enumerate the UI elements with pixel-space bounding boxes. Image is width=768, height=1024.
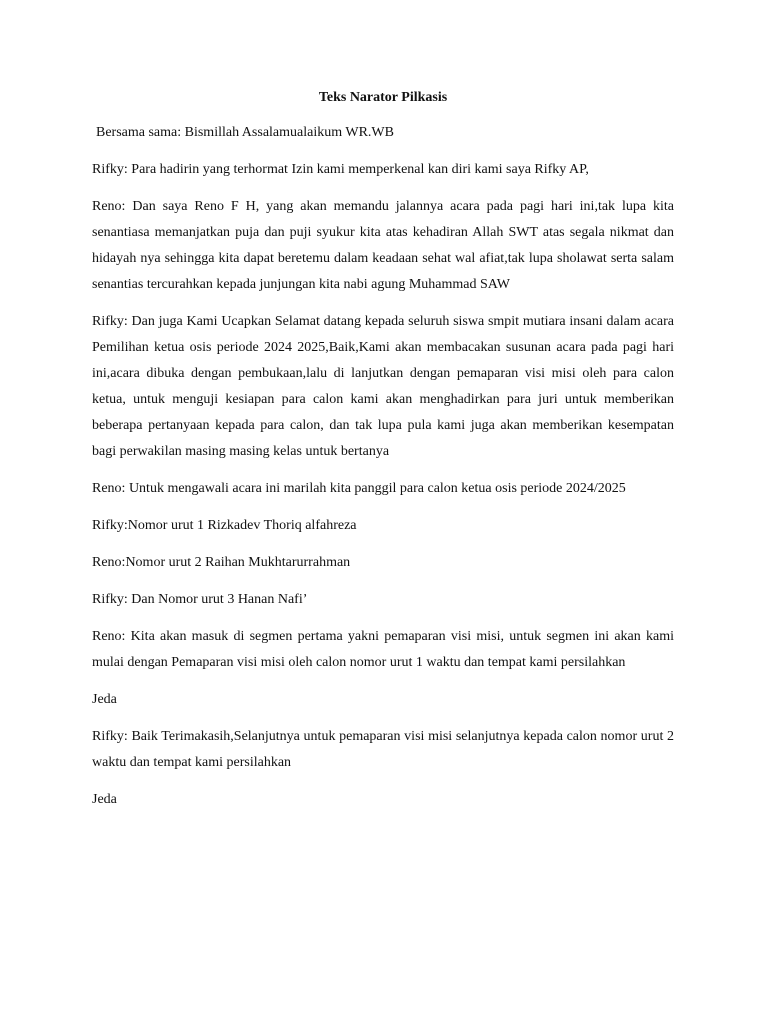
paragraph-rifky-intro: Rifky: Para hadirin yang terhormat Izin kami memperkenal kan diri kami saya Rifky AP, — [92, 162, 589, 177]
paragraph-reno-segment: Reno: Kita akan masuk di segmen pertama yakni pemaparan visi misi, untuk segmen ini akan kami mulai dengan Pemaparan visi misi oleh calon nomor urut 1 waktu dan tempat kami persilahkan — [92, 629, 674, 670]
paragraph-pause-2: Jeda — [92, 792, 117, 807]
document-title: Teks Narator Pilkasis — [318, 90, 448, 105]
paragraph-rifky-welcome: Rifky: Dan juga Kami Ucapkan Selamat datang kepada seluruh siswa smpit mutiara insani dalam acara Pemilihan ketua osis periode 2024 2025,Baik,Kami akan membacakan susunan acara pada pagi hari ini,acara dibuka dengan pembukaan,lalu di lanjutkan dengan pemaparan visi misi oleh para calon ketua, untuk menguji kesiapan para calon kami akan menghadirkan para juri untuk memberikan beberapa pertanyaan kepada para calon, dan tak lupa pula kami juga akan memberikan kesempatan bagi perwakilan masing masing kelas untuk bertanya — [92, 314, 674, 459]
paragraph-candidate-3: Rifky: Dan Nomor urut 3 Hanan Nafi’ — [92, 592, 308, 607]
paragraph-pause-1: Jeda — [92, 692, 117, 707]
document-page — [92, 86, 674, 824]
paragraph-rifky-next: Rifky: Baik Terimakasih,Selanjutnya untuk pemaparan visi misi selanjutnya kepada calon nomor urut 2 waktu dan tempat kami persilahkan — [92, 729, 674, 770]
paragraph-candidate-2: Reno:Nomor urut 2 Raihan Mukhtarurrahman — [92, 555, 351, 570]
paragraph-reno-intro: Reno: Dan saya Reno F H, yang akan memandu jalannya acara pada pagi hari ini,tak lupa kita senantiasa memanjatkan puja dan puji syukur kita atas kehadiran Allah SWT atas segala nikmat dan hidayah nya sehingga kita dapat beretemu dalam keadaan sehat wal afiat,tak lupa sholawat serta salam senantias tercurahkan kepada junjungan kita nabi agung Muhammad SAW — [92, 199, 674, 292]
paragraph-opening: Bersama sama: Bismillah Assalamualaikum WR.WB — [96, 125, 394, 140]
paragraph-reno-call: Reno: Untuk mengawali acara ini marilah kita panggil para calon ketua osis periode 2024/2025 — [92, 481, 626, 496]
paragraph-candidate-1: Rifky:Nomor urut 1 Rizkadev Thoriq alfahreza — [92, 518, 357, 533]
